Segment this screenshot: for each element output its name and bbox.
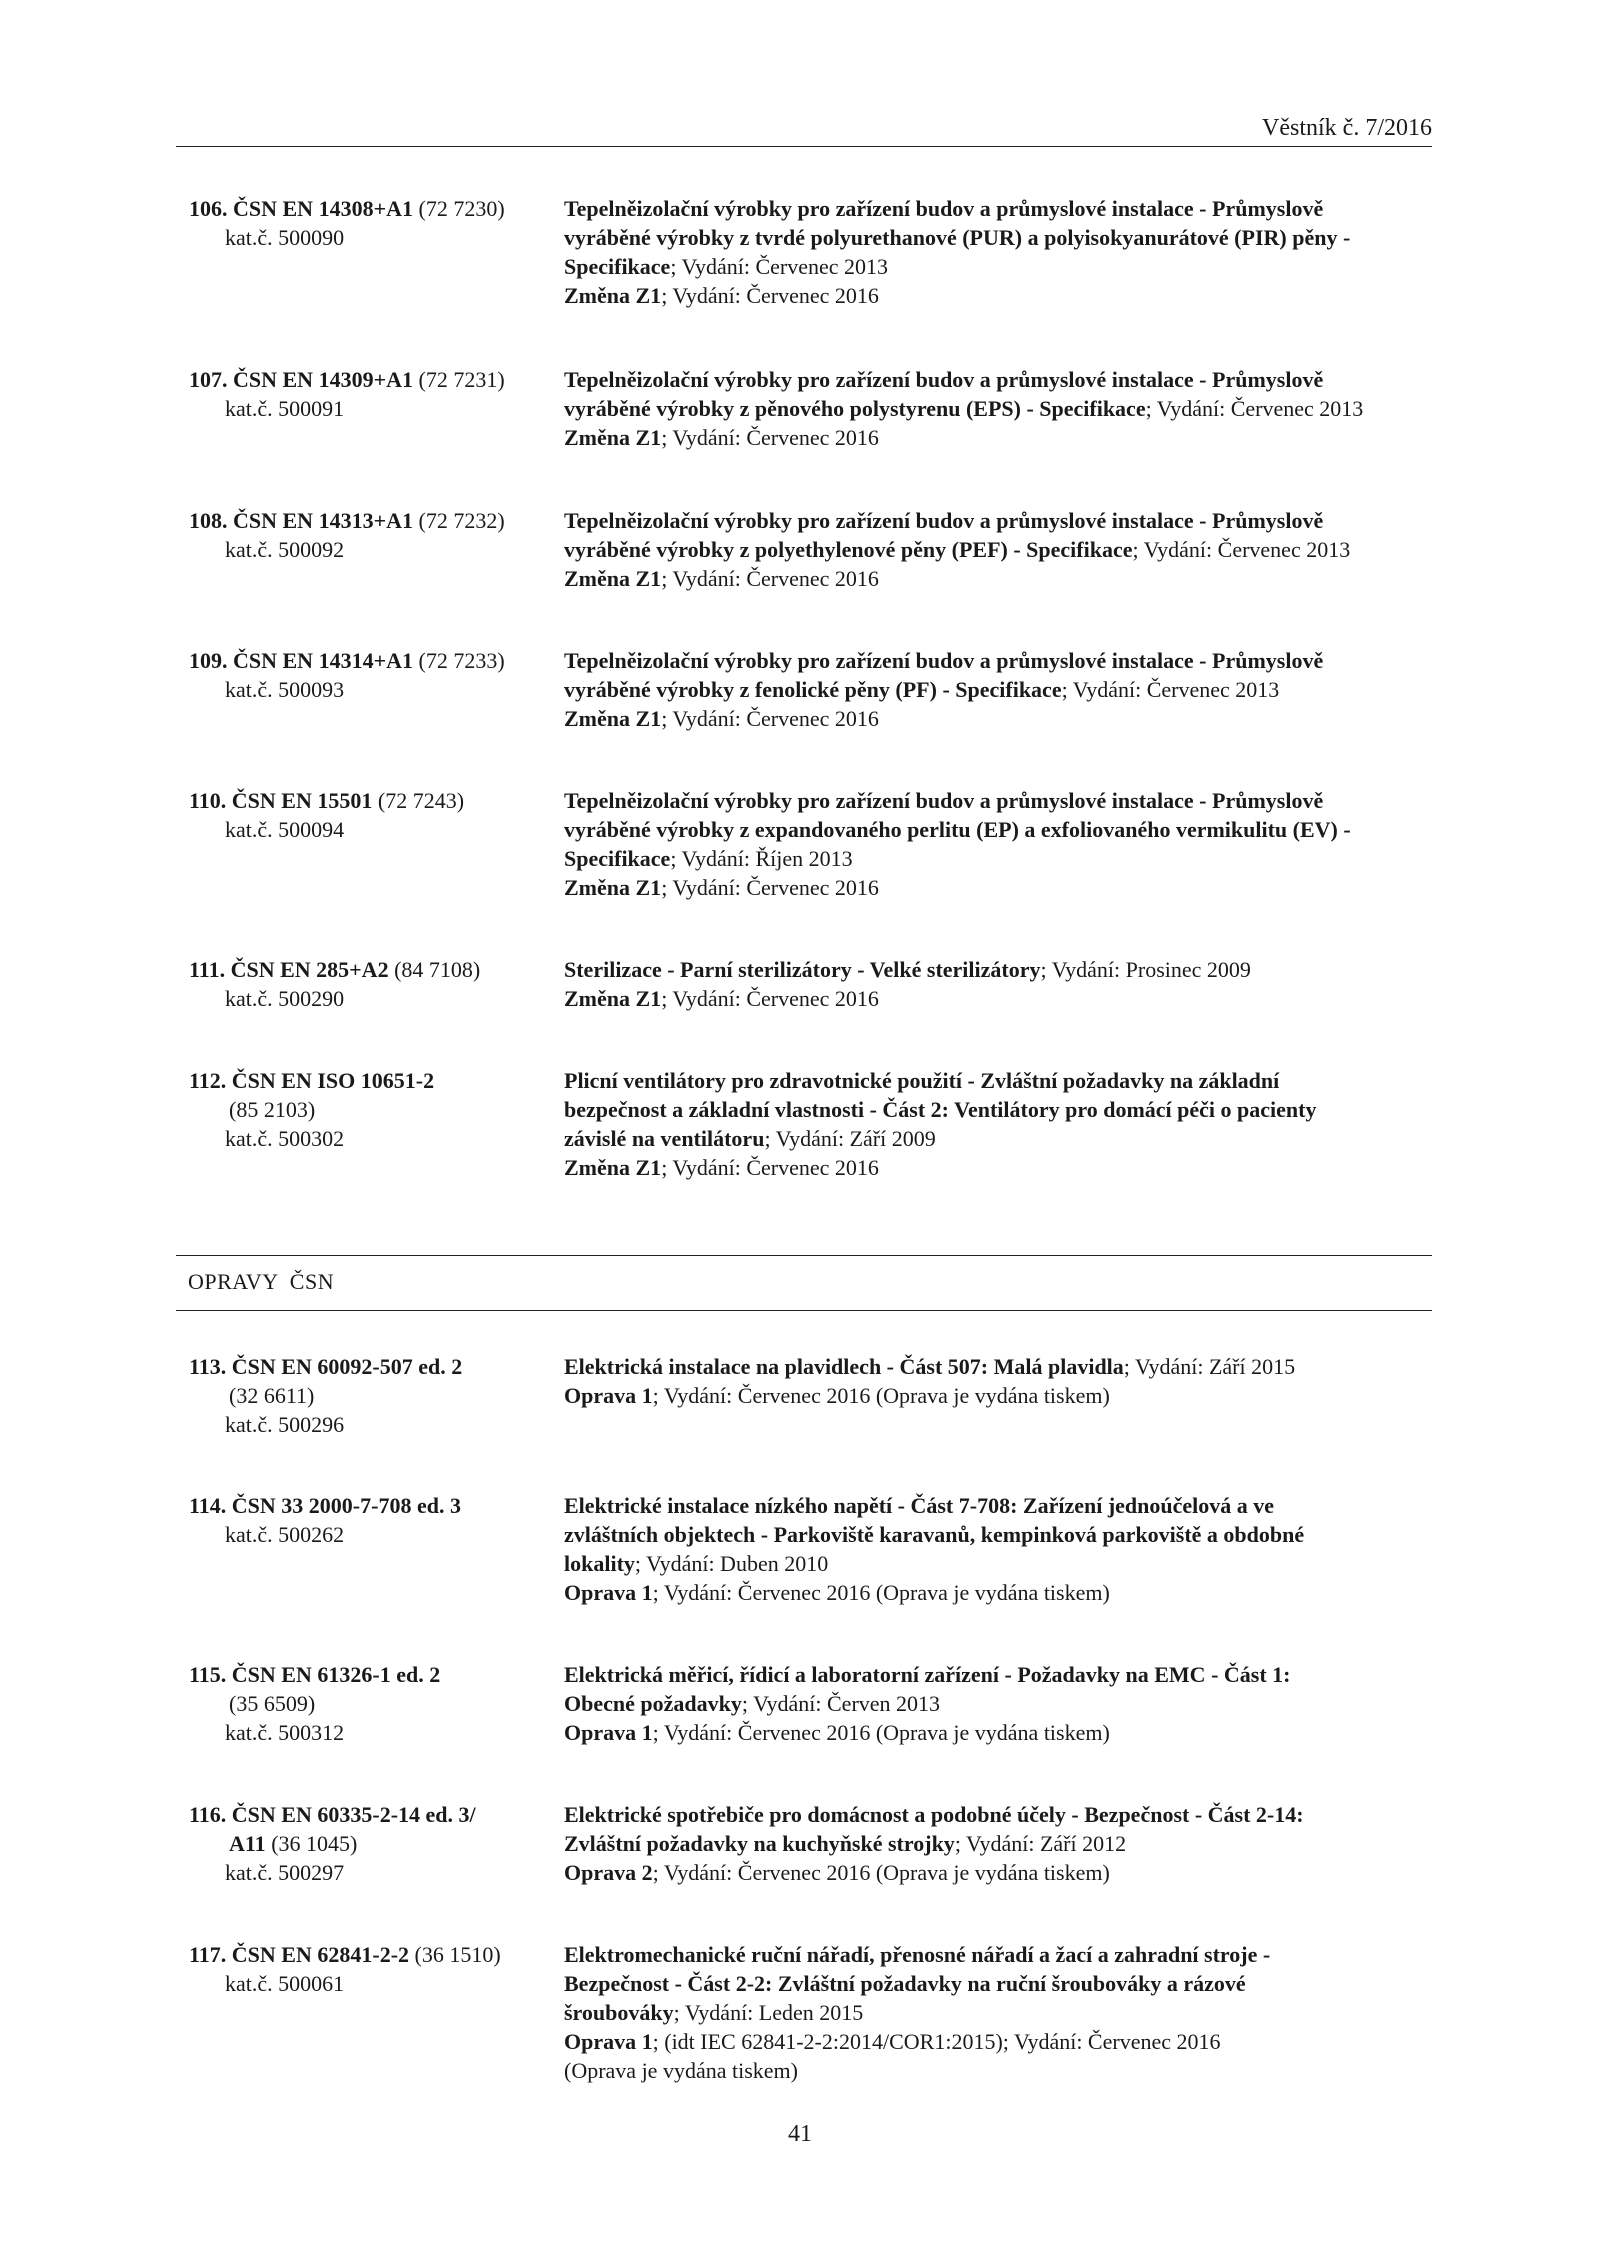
title-line: zvláštních objektech - Parkoviště karavanů, kempinková parkoviště a obdobné (564, 1522, 1305, 1547)
correction-label: Oprava 1 (564, 1383, 653, 1408)
standard-code: ČSN EN ISO 10651-2 (231, 1068, 435, 1093)
standard-code: ČSN EN 14314+A1 (233, 648, 413, 673)
issue-date: ; Vydání: Červenec 2013 (1145, 396, 1364, 421)
title-line: Sterilizace - Parní sterilizátory - Velké sterilizátory (564, 957, 1041, 982)
correction-label: Oprava 1 (564, 2029, 653, 2054)
entry-id-column (189, 1066, 544, 1153)
correction-date: ; Vydání: Červenec 2016 (Oprava je vydána tiskem) (652, 1860, 1110, 1885)
page-number: 41 (788, 2121, 812, 2147)
section-title: OPRAVY ČSN (188, 1269, 335, 1294)
catalog-number: kat.č. 500092 (225, 537, 345, 562)
title-line: Tepelněizolační výrobky pro zařízení budov a průmyslové instalace - Průmyslově (564, 508, 1324, 533)
issue-date: ; Vydání: Září 2015 (1123, 1354, 1296, 1379)
catalog-number: kat.č. 500302 (225, 1126, 345, 1151)
correction-date: ; Vydání: Červenec 2016 (Oprava je vydána tiskem) (652, 1580, 1110, 1605)
title-line: Tepelněizolační výrobky pro zařízení budov a průmyslové instalace - Průmyslově (564, 648, 1324, 673)
entry-description (564, 1940, 1434, 2085)
entry-description (564, 1491, 1434, 1607)
title-line: Bezpečnost - Část 2-2: Zvláštní požadavky na ruční šroubováky a rázové (564, 1971, 1246, 1996)
amendment-label: Změna Z1 (564, 425, 662, 450)
standard-code: ČSN EN 285+A2 (230, 957, 389, 982)
title-line: Tepelněizolační výrobky pro zařízení budov a průmyslové instalace - Průmyslově (564, 788, 1324, 813)
entry-id-column (189, 1940, 544, 1998)
entry-number: 112. (189, 1068, 227, 1093)
catalog-number: kat.č. 500297 (225, 1860, 345, 1885)
amendment-date: ; Vydání: Červenec 2016 (661, 566, 879, 591)
journal-title: Věstník č. 7/2016 (1262, 115, 1432, 141)
correction-label: Oprava 2 (564, 1860, 653, 1885)
entry-id-column (189, 1800, 544, 1887)
catalog-number: kat.č. 500290 (225, 986, 345, 1011)
standard-code: ČSN EN 60335-2-14 ed. 3/ (231, 1802, 476, 1827)
correction-date: ; Vydání: Červenec 2016 (Oprava je vydána tiskem) (652, 1383, 1110, 1408)
issue-date: ; Vydání: Červenec 2013 (670, 254, 889, 279)
title-line: Tepelněizolační výrobky pro zařízení budov a průmyslové instalace - Průmyslově (564, 196, 1324, 221)
entry-id-column (189, 786, 544, 844)
classification-code: (72 7243) (377, 788, 465, 813)
catalog-number: kat.č. 500312 (225, 1720, 345, 1745)
running-header (176, 112, 1432, 147)
entry-number: 110. (189, 788, 227, 813)
standard-code: ČSN 33 2000-7-708 ed. 3 (231, 1493, 461, 1518)
entry-id-column (189, 646, 544, 704)
correction-label: Oprava 1 (564, 1720, 653, 1745)
classification-code: (72 7230) (418, 196, 505, 221)
correction-date: ; (idt IEC 62841-2-2:2014/COR1:2015); Vydání: Červenec 2016 (652, 2029, 1221, 2054)
standard-code: ČSN EN 15501 (231, 788, 373, 813)
amendment-date: ; Vydání: Červenec 2016 (661, 986, 879, 1011)
entry-description (564, 1660, 1434, 1747)
title-line: Elektrické spotřebiče pro domácnost a podobné účely - Bezpečnost - Část 2-14: (564, 1802, 1304, 1827)
standard-code: ČSN EN 61326-1 ed. 2 (231, 1662, 441, 1687)
title-line: Plicní ventilátory pro zdravotnické použití - Zvláštní požadavky na základní (564, 1068, 1280, 1093)
entry-number: 111. (189, 957, 226, 982)
amendment-date: ; Vydání: Červenec 2016 (661, 425, 879, 450)
amendment-date: ; Vydání: Červenec 2016 (661, 706, 879, 731)
standard-code: ČSN EN 14309+A1 (233, 367, 413, 392)
title-line: Zvláštní požadavky na kuchyňské strojky (564, 1831, 955, 1856)
catalog-number: kat.č. 500094 (225, 817, 345, 842)
title-line: vyráběné výrobky z tvrdé polyurethanové (PUR) a polyisokyanurátové (PIR) pěny - (564, 225, 1351, 250)
title-line: vyráběné výrobky z expandovaného perlitu (EP) a exfoliovaného vermikulitu (EV) - (564, 817, 1351, 842)
classification-code: (36 1510) (414, 1942, 501, 1967)
issue-date: ; Vydání: Říjen 2013 (670, 846, 853, 871)
classification-code: (35 6509) (229, 1691, 316, 1716)
issue-date: ; Vydání: Duben 2010 (634, 1551, 829, 1576)
amendment-label: Změna Z1 (564, 1155, 662, 1180)
issue-date: ; Vydání: Červenec 2013 (1061, 677, 1280, 702)
classification-code: (72 7233) (418, 648, 505, 673)
entry-number: 113. (189, 1354, 227, 1379)
entry-description (564, 1066, 1434, 1182)
title-line: Obecné požadavky (564, 1691, 742, 1716)
amendment-label: Změna Z1 (564, 986, 662, 1011)
standard-code: ČSN EN 62841-2-2 (231, 1942, 410, 1967)
standard-code: ČSN EN 60092-507 ed. 2 (231, 1354, 463, 1379)
title-line: Elektromechanické ruční nářadí, přenosné nářadí a žací a zahradní stroje - (564, 1942, 1271, 1967)
issue-date: ; Vydání: Červenec 2013 (1132, 537, 1351, 562)
amendment-date: ; Vydání: Červenec 2016 (661, 283, 879, 308)
issue-date: ; Vydání: Leden 2015 (673, 2000, 864, 2025)
issue-date: ; Vydání: Prosinec 2009 (1040, 957, 1251, 982)
amendment-label: Změna Z1 (564, 566, 662, 591)
correction-date: ; Vydání: Červenec 2016 (Oprava je vydána tiskem) (652, 1720, 1110, 1745)
catalog-number: kat.č. 500090 (225, 225, 345, 250)
catalog-number: kat.č. 500093 (225, 677, 345, 702)
catalog-number: kat.č. 500061 (225, 1971, 345, 1996)
amendment-label: Změna Z1 (564, 283, 662, 308)
title-line: vyráběné výrobky z fenolické pěny (PF) - Specifikace (564, 677, 1062, 702)
amendment-label: Změna Z1 (564, 875, 662, 900)
entry-id-column (189, 955, 544, 1013)
title-line: Specifikace (564, 254, 671, 279)
entry-id-column (189, 365, 544, 423)
section-header (176, 1255, 1432, 1311)
entry-description (564, 1352, 1434, 1410)
entry-number: 107. (189, 367, 228, 392)
amendment-date: ; Vydání: Červenec 2016 (661, 875, 879, 900)
amendment-date: ; Vydání: Červenec 2016 (661, 1155, 879, 1180)
correction-note: (Oprava je vydána tiskem) (564, 2058, 798, 2083)
title-line: lokality (564, 1551, 635, 1576)
classification-code: (72 7231) (418, 367, 505, 392)
entry-description (564, 646, 1434, 733)
classification-code: (85 2103) (229, 1097, 316, 1122)
title-line: Tepelněizolační výrobky pro zařízení budov a průmyslové instalace - Průmyslově (564, 367, 1324, 392)
classification-code: (36 1045) (271, 1831, 358, 1856)
title-line: Elektrické instalace nízkého napětí - Část 7-708: Zařízení jednoúčelová a ve (564, 1493, 1275, 1518)
title-line: bezpečnost a základní vlastnosti - Část 2: Ventilátory pro domácí péči o pacienty (564, 1097, 1317, 1122)
title-line: Elektrická měřicí, řídicí a laboratorní zařízení - Požadavky na EMC - Část 1: (564, 1662, 1291, 1687)
entry-description (564, 1800, 1434, 1887)
entry-description (564, 955, 1434, 1013)
standard-code: ČSN EN 14308+A1 (233, 196, 413, 221)
standard-code: ČSN EN 14313+A1 (233, 508, 413, 533)
entry-number: 117. (189, 1942, 227, 1967)
issue-date: ; Vydání: Září 2009 (764, 1126, 936, 1151)
entry-id-column (189, 194, 544, 252)
entry-description (564, 365, 1434, 452)
catalog-number: kat.č. 500262 (225, 1522, 345, 1547)
standard-code-continuation: A11 (229, 1831, 266, 1856)
title-line: vyráběné výrobky z polyethylenové pěny (PEF) - Specifikace (564, 537, 1133, 562)
entry-id-column (189, 1660, 544, 1747)
entry-number: 109. (189, 648, 228, 673)
classification-code: (32 6611) (229, 1383, 315, 1408)
issue-date: ; Vydání: Červen 2013 (741, 1691, 941, 1716)
entry-id-column (189, 506, 544, 564)
classification-code: (72 7232) (418, 508, 505, 533)
title-line: Specifikace (564, 846, 671, 871)
entry-number: 108. (189, 508, 228, 533)
title-line: závislé na ventilátoru (564, 1126, 765, 1151)
title-line: šroubováky (564, 2000, 674, 2025)
entry-number: 115. (189, 1662, 227, 1687)
title-line: vyráběné výrobky z pěnového polystyrenu (EPS) - Specifikace (564, 396, 1146, 421)
entry-description (564, 194, 1434, 310)
title-line: Elektrická instalace na plavidlech - Část 507: Malá plavidla (564, 1354, 1124, 1379)
entry-description (564, 786, 1434, 902)
correction-label: Oprava 1 (564, 1580, 653, 1605)
classification-code: (84 7108) (394, 957, 481, 982)
catalog-number: kat.č. 500091 (225, 396, 345, 421)
entry-number: 114. (189, 1493, 227, 1518)
catalog-number: kat.č. 500296 (225, 1412, 345, 1437)
entry-description (564, 506, 1434, 593)
entry-id-column (189, 1352, 544, 1439)
issue-date: ; Vydání: Září 2012 (954, 1831, 1127, 1856)
amendment-label: Změna Z1 (564, 706, 662, 731)
entry-id-column (189, 1491, 544, 1549)
entry-number: 106. (189, 196, 228, 221)
entry-number: 116. (189, 1802, 227, 1827)
